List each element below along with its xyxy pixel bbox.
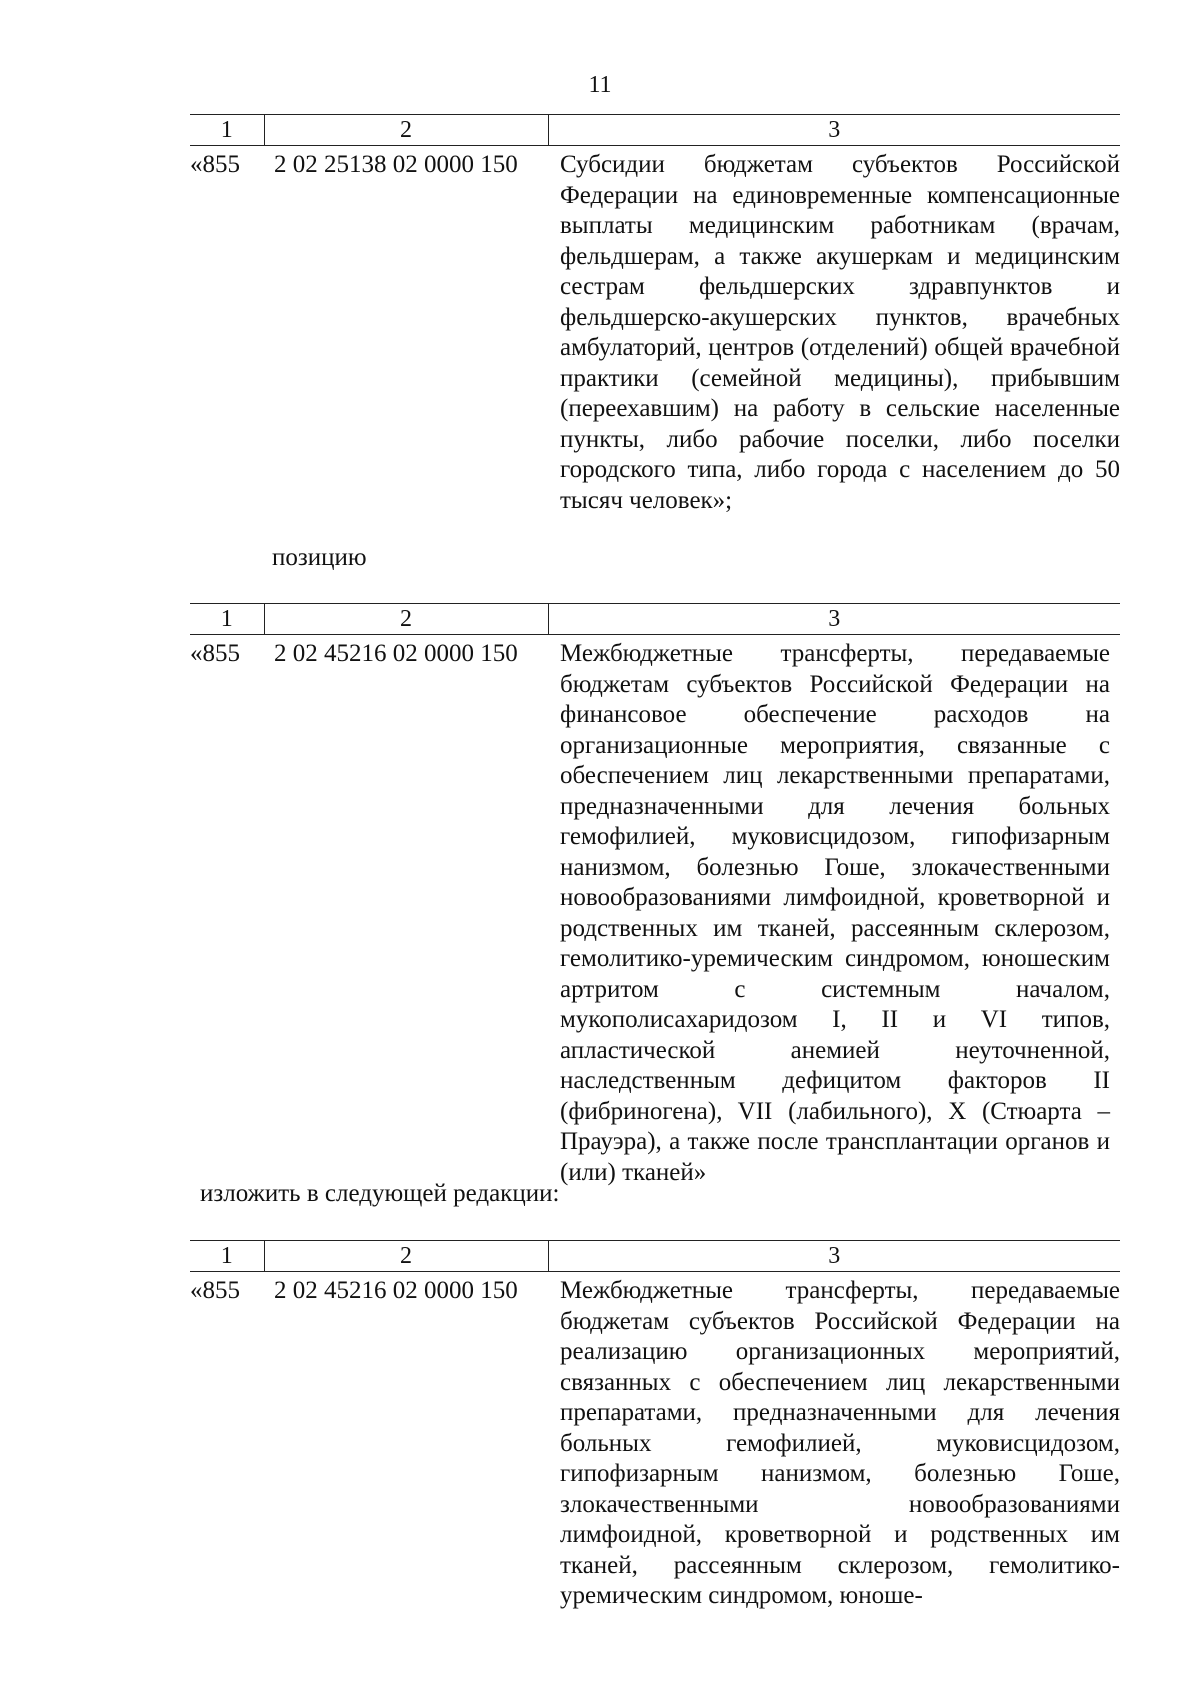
description-cell: Межбюджетные трансферты, передаваемые бюджетам субъектов Российской Федерации на реализацию организационных мероприятий, связанных с обеспечением лиц лекарственными препаратами, предназначенными для лечения больных гемофилией, муковисцидозом, гипофизарным нанизмом, болезнью Гоше, злокачественными новообразованиями лимфоидной, кроветворной и родственных им тканей, рассеянным склерозом, гемолитико-уремическим синдромом, юноше- [560, 1277, 1120, 1609]
admin-code-cell: «855 [190, 640, 240, 667]
admin-code-cell: «855 [190, 151, 240, 178]
admin-code-cell: «855 [190, 1277, 240, 1304]
table-row [190, 635, 1120, 1189]
column-header-3: 3 [548, 115, 1120, 146]
budget-code-table-new [190, 1240, 1120, 1612]
description-cell: Межбюджетные трансферты, передаваемые бюджетам субъектов Российской Федерации на финансовое обеспечение расходов на организационные мероприятия, связанные с обеспечением лиц лекарственными препаратами, предназначенными для лечения больных гемофилией, муковисцидозом, гипофизарным нанизмом, болезнью Гоше, злокачественными новообразованиями лимфоидной, кроветворной и родственных им тканей, рассеянным склерозом, гемолитико-уремическим синдромом, юношеским артритом с системным началом, мукополисахаридозом I, II и VI типов, апластической анемией неуточненной, наследственным дефицитом факторов II (фибриногена), VII (лабильного), X (Стюарта – Прауэра), а также после трансплантации органов и (или) тканей» [560, 640, 1110, 1186]
budget-code-table-current [190, 114, 1120, 516]
budget-code-table-old [190, 603, 1120, 1188]
column-header-1: 1 [190, 115, 264, 146]
table-row [190, 1272, 1120, 1612]
table-row [190, 146, 1120, 517]
page-number: 11 [588, 72, 612, 98]
column-header-3: 3 [548, 604, 1120, 635]
budget-classification-code-cell: 2 02 45216 02 0000 150 [274, 1277, 518, 1304]
instruction-replace: изложить в следующей редакции: [200, 1180, 560, 1207]
column-header-2: 2 [264, 1241, 548, 1272]
table-header-row [190, 604, 1120, 635]
column-header-3: 3 [548, 1241, 1120, 1272]
column-header-1: 1 [190, 1241, 264, 1272]
column-header-2: 2 [264, 115, 548, 146]
budget-classification-code-cell: 2 02 45216 02 0000 150 [274, 640, 518, 667]
table-header-row [190, 115, 1120, 146]
budget-classification-code-cell: 2 02 25138 02 0000 150 [274, 151, 518, 178]
description-cell: Субсидии бюджетам субъектов Российской Федерации на единовременные компенсационные выплаты медицинским работникам (врачам, фельдшерам, а также акушеркам и медицинским сестрам фельдшерских здравпунктов и фельдшерско-акушерских пунктов, врачебных амбулаторий, центров (отделений) общей врачебной практики (семейной медицины), прибывшим (переехавшим) на работу в сельские населенные пункты, либо рабочие поселки, либо поселки городского типа, либо города с населением до 50 тысяч человек»; [560, 151, 1120, 514]
column-header-2: 2 [264, 604, 548, 635]
column-header-1: 1 [190, 604, 264, 635]
table-header-row [190, 1241, 1120, 1272]
instruction-position: позицию [272, 544, 367, 571]
